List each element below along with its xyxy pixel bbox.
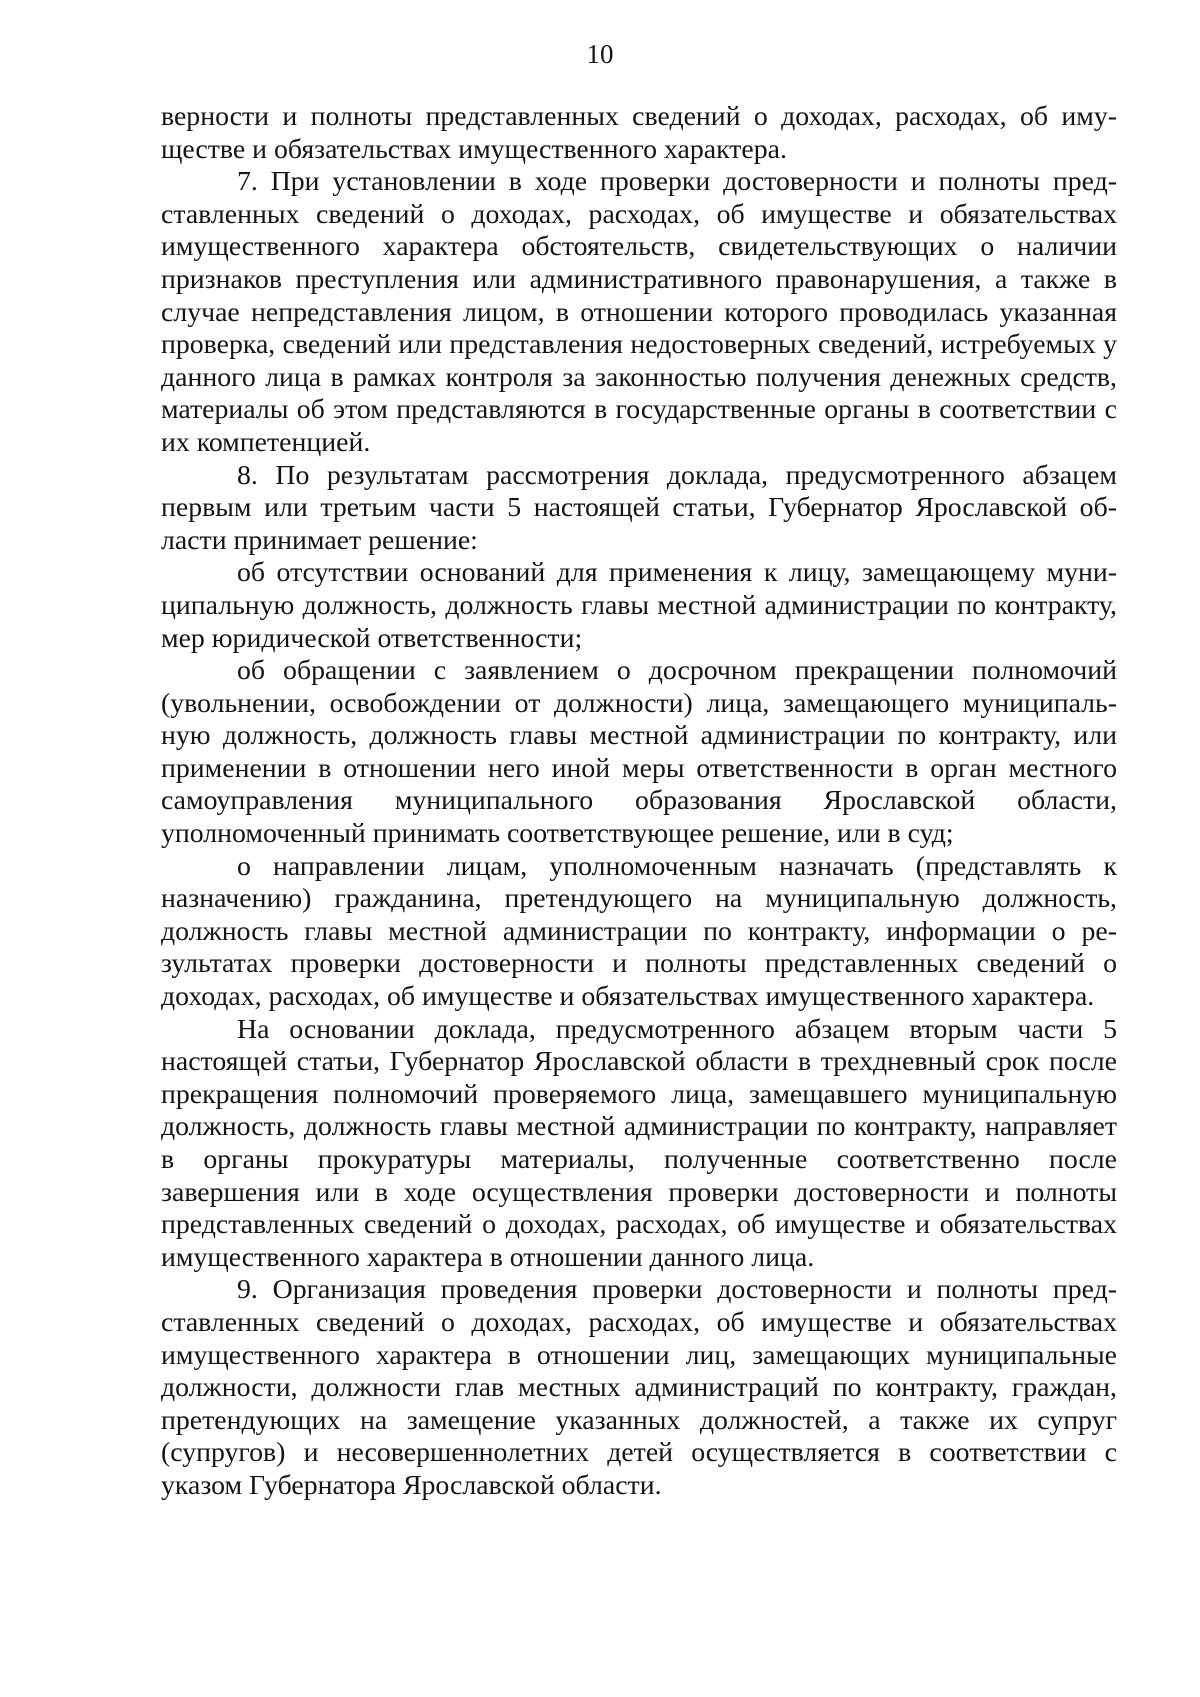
paragraph-item-8: 8. По результатам рассмотрения доклада, предусмотренного абзацем первым или третьим части 5 настоящей статьи, Губернатор Ярославской области принимает решение: [161,459,1117,556]
paragraph-item-9: 9. Организация проведения проверки достоверности и полноты представленных сведений о доходах, расходах, об имуществе и обязательствах имущественного характера в отношении лиц, замещающих муниципальные должности, должности глав местных администраций по контракту, граждан, претендующих на замещение указанных должностей, а также их супруг (супругов) и несовершеннолетних детей осуществляется в соответствии с указом Губернатора Ярославской области. [161,1274,1117,1501]
document-body [161,101,1117,1503]
paragraph-decision-notify: о направлении лицам, уполномоченным назначать (представлять к назначению) гражданина, претендующего на муниципальную должность, должность главы местной администрации по контракту, информации о результатах проверки достоверности и полноты представленных сведений о доходах, расходах, об имуществе и обязательствах имущественного характера. [161,850,1117,1013]
paragraph-item-7: 7. При установлении в ходе проверки достоверности и полноты представленных сведений о доходах, расходах, об имуществе и обязательствах имущественного характера обстоятельств, свидетельствующих о наличии признаков преступления или административного правонарушения, а также в случае непредставления лицом, в отношении которого проводилась указанная проверка, сведений или представления недостоверных сведений, истребуемых у данного лица в рамках контроля за законностью получения денежных средств, материалы об этом представляются в государственные органы в соответствии с их компетенцией. [161,166,1117,458]
paragraph-decision-no-grounds: об отсутствии оснований для применения к лицу, замещающему муниципальную должность, должность главы местной администрации по контракту, мер юридической ответственности; [161,557,1117,654]
paragraph-decision-early-termination: об обращении с заявлением о досрочном прекращении полномочий (увольнении, освобождении от должности) лица, замещающего муниципальную должность, должность главы местной администрации по контракту, или применении в отношении него иной меры ответственности в орган местного самоуправления муниципального образования Ярославской области, уполномоченный принимать соответствующее решение, или в суд; [161,655,1117,850]
paragraph-report-prosecution: На основании доклада, предусмотренного абзацем вторым части 5 настоящей статьи, Губернатор Ярославской области в трехдневный срок после прекращения полномочий проверяемого лица, замещавшего муниципальную должность, должность главы местной администрации по контракту, направляет в органы прокуратуры материалы, полученные соответственно после завершения или в ходе осуществления проверки достоверности и полноты представленных сведений о доходах, расходах, об имуществе и обязательствах имущественного характера в отношении данного лица. [161,1013,1117,1273]
page-number: 10 [586,39,614,69]
paragraph-continuation: верности и полноты представленных сведений о доходах, расходах, об имуществе и обязательствах имущественного характера. [161,101,1117,165]
